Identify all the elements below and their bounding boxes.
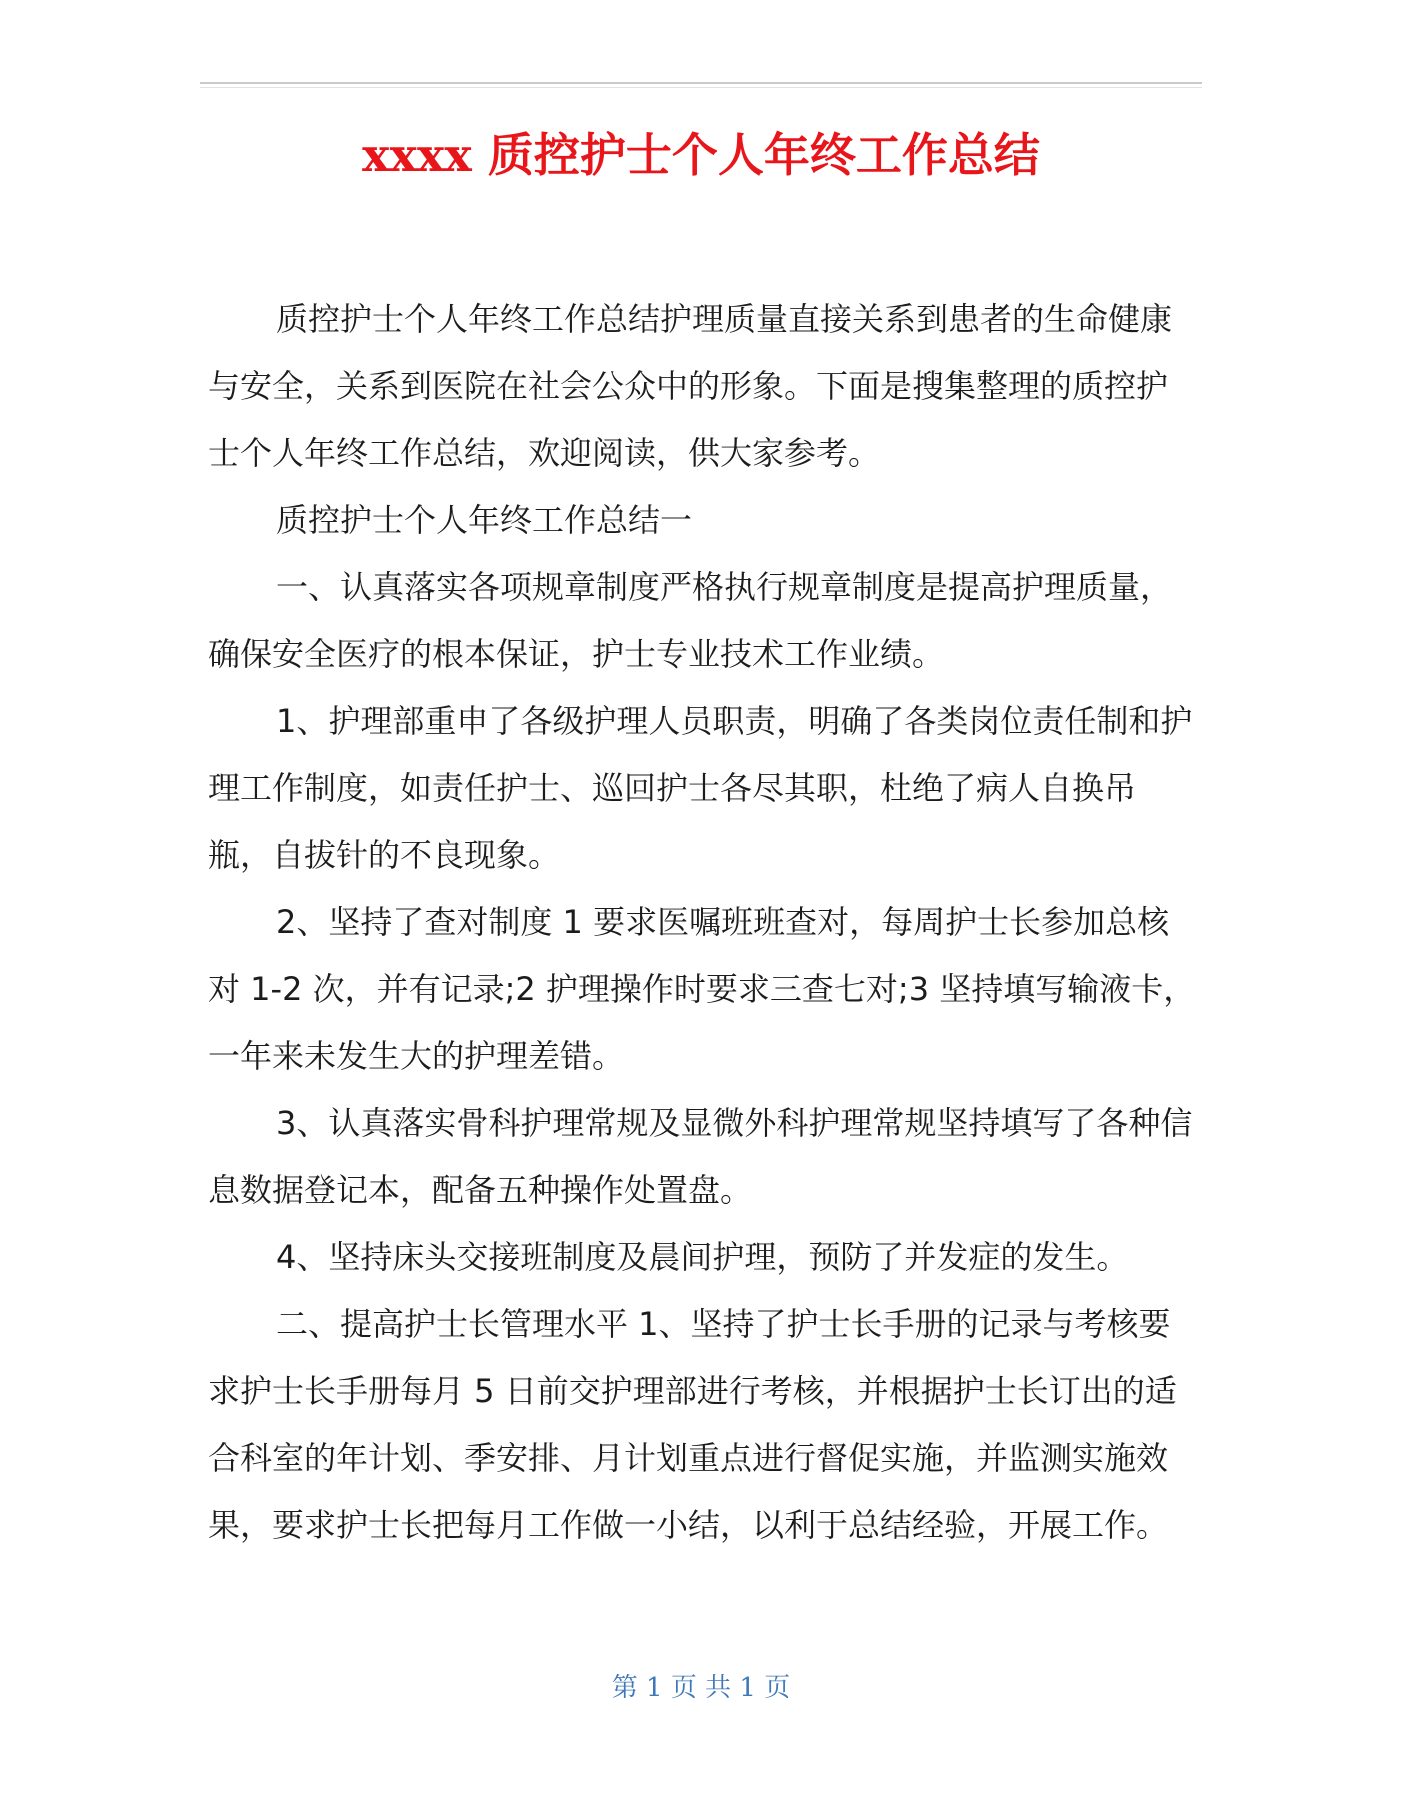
paragraph-section-two: 二、提高护士长管理水平 1、坚持了护士长手册的记录与考核要求护士长手册每月 5 日前交护理部进行考核，并根据护士长订出的适合科室的年计划、季安排、月计划重点进行督促实施，并监测实施效果，要求护士长把每月工作做一小结，以利于总结经验，开展工作。 xyxy=(208,1305,1177,1544)
paragraph-section-one: 一、认真落实各项规章制度严格执行规章制度是提高护理质量，确保安全医疗的根本保证，护士专业技术工作业绩。 xyxy=(208,568,1173,673)
page-number-footer: 第 1 页 共 1 页 xyxy=(611,1673,791,1703)
intro-paragraph: 质控护士个人年终工作总结护理质量直接关系到患者的生命健康与安全，关系到医院在社会公众中的形象。下面是搜集整理的质控护士个人年终工作总结，欢迎阅读，供大家参考。 xyxy=(208,300,1173,472)
paragraph-item-3: 3、认真落实骨科护理常规及显微外科护理常规坚持填写了各种信息数据登记本，配备五种操作处置盘。 xyxy=(208,1104,1193,1209)
section-heading: 质控护士个人年终工作总结一 xyxy=(276,501,693,539)
paragraph-item-1: 1、护理部重申了各级护理人员职责，明确了各类岗位责任制和护理工作制度，如责任护士、巡回护士各尽其职，杜绝了病人自换吊瓶，自拔针的不良现象。 xyxy=(208,702,1193,874)
header-rule xyxy=(200,82,1202,88)
paragraph-item-2: 2、坚持了查对制度 1 要求医嘱班班查对，每周护士长参加总核对 1-2 次，并有记录;2 护理操作时要求三查七对;3 坚持填写输液卡，一年来未发生大的护理差错。 xyxy=(208,903,1196,1075)
document-body xyxy=(208,286,1198,1559)
document-title: xxxx 质控护士个人年终工作总结 xyxy=(362,128,1040,182)
paragraph-item-4: 4、坚持床头交接班制度及晨间护理，预防了并发症的发生。 xyxy=(276,1238,1129,1276)
